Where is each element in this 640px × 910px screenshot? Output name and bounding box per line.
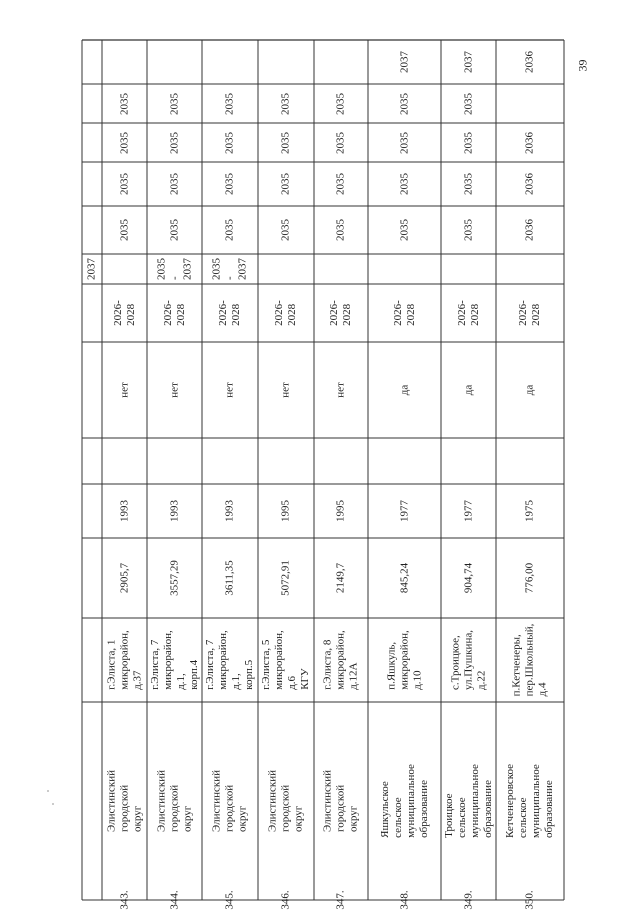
cell-text-y3: 2035 [118, 131, 130, 154]
table-cell-address [314, 618, 368, 702]
table-cell-y1 [147, 206, 202, 254]
cell-text-num: 348. [398, 890, 410, 910]
table-cell-method [496, 342, 564, 438]
cell-text-address: г.Элиста, 5 микрорайон, д.6 КГУ [260, 630, 311, 690]
table-cell-municipality [258, 702, 314, 900]
cell-text-address: п.Яшкуль, микрорайон, д.10 [385, 630, 423, 690]
cell-text-area: 3611,35 [223, 560, 236, 596]
table-cell-y2 [314, 162, 368, 206]
cell-text-method: да [398, 384, 410, 396]
table-cell-year [258, 484, 314, 538]
table-cell-municipality [368, 702, 441, 900]
scan-speck [52, 803, 54, 805]
table-cell-year [202, 484, 258, 538]
cell-text-y4: 2035 [334, 92, 347, 115]
cell-text-year: 1995 [279, 500, 292, 522]
cell-text-num: 347. [334, 890, 347, 910]
table-cell-y2 [102, 162, 147, 206]
cell-text-y3: 2035 [223, 131, 236, 154]
cell-text-y2: 2035 [118, 173, 130, 195]
cell-text-y3: 2035 [168, 131, 180, 154]
table-cell-y3 [441, 123, 496, 162]
cell-text-num: 344. [168, 890, 180, 910]
table-cell-period [258, 284, 314, 342]
table-cell-y5 [102, 40, 147, 84]
cell-text-method: нет [223, 382, 236, 398]
table-cell-reform [441, 254, 496, 284]
cell-text-area: 5072,91 [279, 560, 292, 596]
table-cell-area [202, 538, 258, 618]
table-cell-y4 [496, 84, 564, 123]
table-cell-y1 [368, 206, 441, 254]
table-cell-period [147, 284, 202, 342]
cell-text-y4: 2035 [223, 92, 236, 115]
table-cell-municipality [441, 702, 496, 900]
table-cell-area [102, 538, 147, 618]
cell-text-area: 776,00 [523, 562, 536, 594]
table-cell-flag [496, 438, 564, 484]
cell-text-year: 1993 [223, 500, 236, 522]
table-cell-reform [314, 254, 368, 284]
table-cell-y4 [202, 84, 258, 123]
cell-text-area: 2905,7 [118, 562, 130, 594]
cell-text-y5: 2037 [398, 51, 410, 73]
cell-text-address: г.Элиста, 8 микрорайон, д.12А [321, 630, 360, 690]
table-cell-flag [441, 438, 496, 484]
cell-text-y3: 2035 [279, 131, 292, 154]
cell-text-y2: 2035 [279, 173, 292, 195]
table-cell-y3 [102, 123, 147, 162]
table-cell-address [368, 618, 441, 702]
cell-text-y5: 2036 [523, 51, 536, 73]
table-cell-y1 [441, 206, 496, 254]
cell-text-y1: 2035 [223, 219, 236, 241]
cell-text-period: 2026- 2028 [517, 300, 542, 326]
table-cell-y2 [496, 162, 564, 206]
table-cell-reform [147, 254, 202, 284]
cell-text-y1: 2035 [118, 219, 130, 241]
table-cell-period [314, 284, 368, 342]
table-cell-y5 [258, 40, 314, 84]
cell-text-address: п.Кетченеры, пер.Школьный, д.4 [510, 623, 549, 697]
cell-text-reform: 2035 - 2037 [210, 258, 249, 280]
table-cell-municipality [147, 702, 202, 900]
table-cell-area [314, 538, 368, 618]
cell-text-address: г.Элиста, 1 микрорайон, д.37 [105, 630, 143, 690]
table-cell-y2 [441, 162, 496, 206]
cell-text-y2: 2035 [334, 173, 347, 195]
table-cell-y3 [202, 123, 258, 162]
cell-text-area: 904,74 [462, 562, 474, 594]
cell-text-method: нет [279, 382, 292, 398]
table-cell-address [441, 618, 496, 702]
cell-text-method: да [523, 384, 536, 396]
cell-text-method: нет [118, 382, 130, 398]
table-cell-flag [147, 438, 202, 484]
cell-text-address: г.Элиста, 7 микрорайон, д.1, корп.4 [148, 630, 200, 690]
table-cell-area [441, 538, 496, 618]
cell-text-municipality: Элистинский городской округ [105, 770, 143, 832]
cell-text-y1: 2036 [523, 219, 536, 241]
table-cell-area [368, 538, 441, 618]
cell-text-y1: 2035 [279, 219, 292, 241]
table-cell-municipality [102, 702, 147, 900]
cell-text-y4: 2035 [168, 92, 180, 115]
cell-text-area: 2149,7 [334, 562, 347, 594]
cell-text-period: 2026- 2028 [273, 300, 298, 326]
cell-text-y4: 2035 [118, 92, 130, 115]
table-cell-address [102, 618, 147, 702]
table-cell-method [202, 342, 258, 438]
cell-text-y2: 2035 [398, 173, 410, 195]
cell-text-period: 2026- 2028 [111, 300, 137, 326]
table-cell-year [496, 484, 564, 538]
table-cell-municipality [314, 702, 368, 900]
cell-text-period: 2026- 2028 [217, 300, 242, 326]
cell-text-municipality: Элистинский городской округ [155, 770, 193, 832]
table-cell-year [102, 484, 147, 538]
cell-text-y3: 2035 [462, 131, 474, 154]
cell-text-num: 345. [223, 890, 236, 910]
cell-text-y4: 2035 [279, 92, 292, 115]
cell-text-y1: 2035 [462, 219, 474, 241]
table-cell-year [441, 484, 496, 538]
table-cell-y2 [202, 162, 258, 206]
table-cell-year [147, 484, 202, 538]
table-cell-period [368, 284, 441, 342]
table-cell-address [258, 618, 314, 702]
cell-text-period: 2026- 2028 [391, 300, 417, 326]
cell-text-y1: 2035 [398, 219, 410, 241]
table-cell-method [314, 342, 368, 438]
table-cell-flag [368, 438, 441, 484]
cell-text-year: 1993 [118, 500, 130, 522]
cell-text-year: 1993 [168, 500, 180, 522]
table-cell-reform [368, 254, 441, 284]
table-cell-method [441, 342, 496, 438]
table-cell-area [147, 538, 202, 618]
cell-text-year: 1977 [398, 500, 410, 522]
table-cell-y2 [147, 162, 202, 206]
table-cell-address [147, 618, 202, 702]
table-cell-reform [258, 254, 314, 284]
header-fragment-text: 2037 [85, 258, 98, 280]
table-cell-y4 [314, 84, 368, 123]
table-cell-y4 [258, 84, 314, 123]
cell-text-reform: 2035 - 2037 [155, 258, 193, 280]
cell-text-y2: 2036 [523, 173, 536, 195]
table-cell-y3 [147, 123, 202, 162]
table-cell-municipality [496, 702, 564, 900]
table-cell-y1 [314, 206, 368, 254]
cell-text-y4: 2035 [462, 92, 474, 115]
table-cell-area [496, 538, 564, 618]
cell-text-y2: 2035 [223, 173, 236, 195]
table-cell-y3 [368, 123, 441, 162]
page-number: 39 [575, 59, 590, 72]
cell-text-year: 1977 [462, 500, 474, 522]
table-cell-y4 [441, 84, 496, 123]
table-cell-flag [258, 438, 314, 484]
table-cell-reform [496, 254, 564, 284]
table-cell-area [258, 538, 314, 618]
table-cell-period [496, 284, 564, 342]
table-cell-y1 [258, 206, 314, 254]
table-cell-method [368, 342, 441, 438]
table-cell-y1 [496, 206, 564, 254]
cell-text-area: 3557,29 [168, 560, 180, 596]
table-cell-y4 [368, 84, 441, 123]
table-cell-y5 [314, 40, 368, 84]
cell-text-address: с.Троицкое, ул.Пушкина, д.22 [449, 630, 487, 690]
table-cell-y3 [314, 123, 368, 162]
cell-text-municipality: Элистинский городской округ [210, 770, 249, 832]
cell-text-method: нет [168, 382, 180, 398]
cell-text-municipality: Элистинский городской округ [321, 770, 360, 832]
cell-text-num: 349. [462, 890, 474, 910]
table-cell-y4 [102, 84, 147, 123]
table-cell-method [147, 342, 202, 438]
cell-text-num: 346. [279, 890, 292, 910]
table-cell-address [496, 618, 564, 702]
cell-text-period: 2026- 2028 [455, 300, 481, 326]
table-cell-y2 [258, 162, 314, 206]
table-cell-municipality [202, 702, 258, 900]
cell-text-municipality: Яшкульское сельское муниципальное образование [378, 764, 430, 838]
cell-text-y5: 2037 [462, 51, 474, 73]
cell-text-y1: 2035 [334, 219, 347, 241]
table-cell-reform [202, 254, 258, 284]
cell-text-y2: 2035 [462, 173, 474, 195]
header-fragment [82, 254, 102, 284]
table-cell-y5 [441, 40, 496, 84]
table-cell-y3 [258, 123, 314, 162]
table-cell-y2 [368, 162, 441, 206]
table-cell-y1 [202, 206, 258, 254]
cell-text-period: 2026- 2028 [161, 300, 187, 326]
table-cell-y5 [147, 40, 202, 84]
cell-text-y2: 2035 [168, 173, 180, 195]
table-cell-y5 [202, 40, 258, 84]
table-cell-flag [314, 438, 368, 484]
cell-text-y3: 2035 [398, 131, 410, 154]
cell-text-y4: 2035 [398, 92, 410, 115]
cell-text-num: 350. [523, 890, 536, 910]
cell-text-method: да [462, 384, 474, 396]
cell-text-y3: 2036 [523, 131, 536, 154]
table-cell-y5 [496, 40, 564, 84]
cell-text-year: 1995 [334, 500, 347, 522]
table-cell-year [314, 484, 368, 538]
scan-speck [47, 790, 49, 792]
cell-text-y1: 2035 [168, 219, 180, 241]
cell-text-y3: 2035 [334, 131, 347, 154]
table-cell-year [368, 484, 441, 538]
cell-text-num: 343. [118, 890, 130, 910]
table-cell-period [102, 284, 147, 342]
cell-text-municipality: Кетченеровское сельское муниципальное образование [504, 763, 555, 839]
cell-text-municipality: Элистинский городской округ [266, 770, 305, 832]
cell-text-address: г.Элиста, 7 микрорайон, д.1, корп.5 [204, 630, 255, 690]
table-cell-reform [102, 254, 147, 284]
table-cell-flag [202, 438, 258, 484]
cell-text-municipality: Троицкое сельское муниципальное образование [442, 764, 494, 838]
table-cell-y3 [496, 123, 564, 162]
table-cell-method [258, 342, 314, 438]
cell-text-period: 2026- 2028 [328, 300, 353, 326]
table-cell-period [202, 284, 258, 342]
table-cell-flag [102, 438, 147, 484]
table-cell-y5 [368, 40, 441, 84]
cell-text-method: нет [334, 382, 347, 398]
cell-text-year: 1975 [523, 500, 536, 522]
table-cell-address [202, 618, 258, 702]
table-cell-period [441, 284, 496, 342]
cell-text-area: 845,24 [398, 562, 410, 594]
table-cell-y1 [102, 206, 147, 254]
table-cell-method [102, 342, 147, 438]
table-cell-y4 [147, 84, 202, 123]
